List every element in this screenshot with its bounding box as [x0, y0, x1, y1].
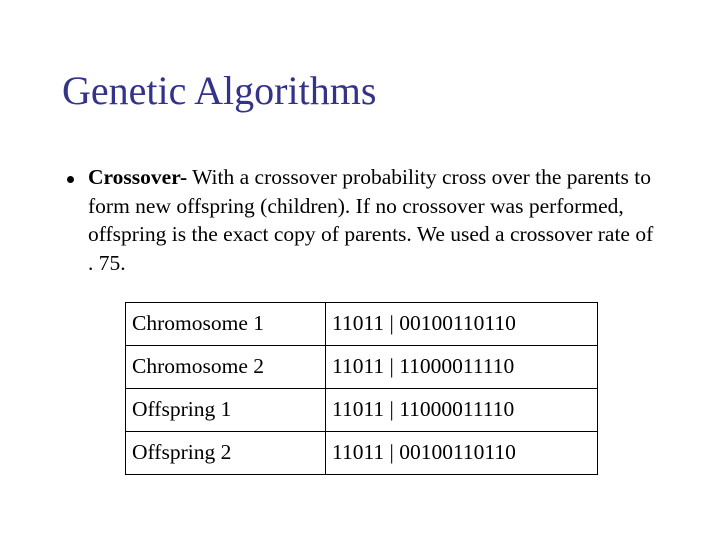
row-name: Chromosome 1: [126, 303, 326, 346]
table-row: [126, 346, 598, 389]
row-name: Offspring 1: [126, 389, 326, 432]
bullet-body: With a crossover probability cross over the parents to form new offspring (children). If no crossover was performed, offspring is the exact copy of parents. We used a crossover rate of . 75.: [88, 165, 654, 275]
bullet-dot-icon: [67, 176, 74, 183]
bullet-list: [62, 163, 662, 277]
chromosome-table: [125, 302, 598, 475]
bullet-term: Crossover-: [88, 165, 188, 189]
row-value: 11011 | 00100110110: [326, 432, 598, 475]
slide-title: Genetic Algorithms: [62, 68, 377, 113]
bullet-item: [88, 163, 660, 277]
row-value: 11011 | 11000011110: [326, 389, 598, 432]
row-value: 11011 | 00100110110: [326, 303, 598, 346]
table-row: [126, 389, 598, 432]
row-value: 11011 | 11000011110: [326, 346, 598, 389]
table-row: [126, 432, 598, 475]
table-row: [126, 303, 598, 346]
row-name: Offspring 2: [126, 432, 326, 475]
row-name: Chromosome 2: [126, 346, 326, 389]
